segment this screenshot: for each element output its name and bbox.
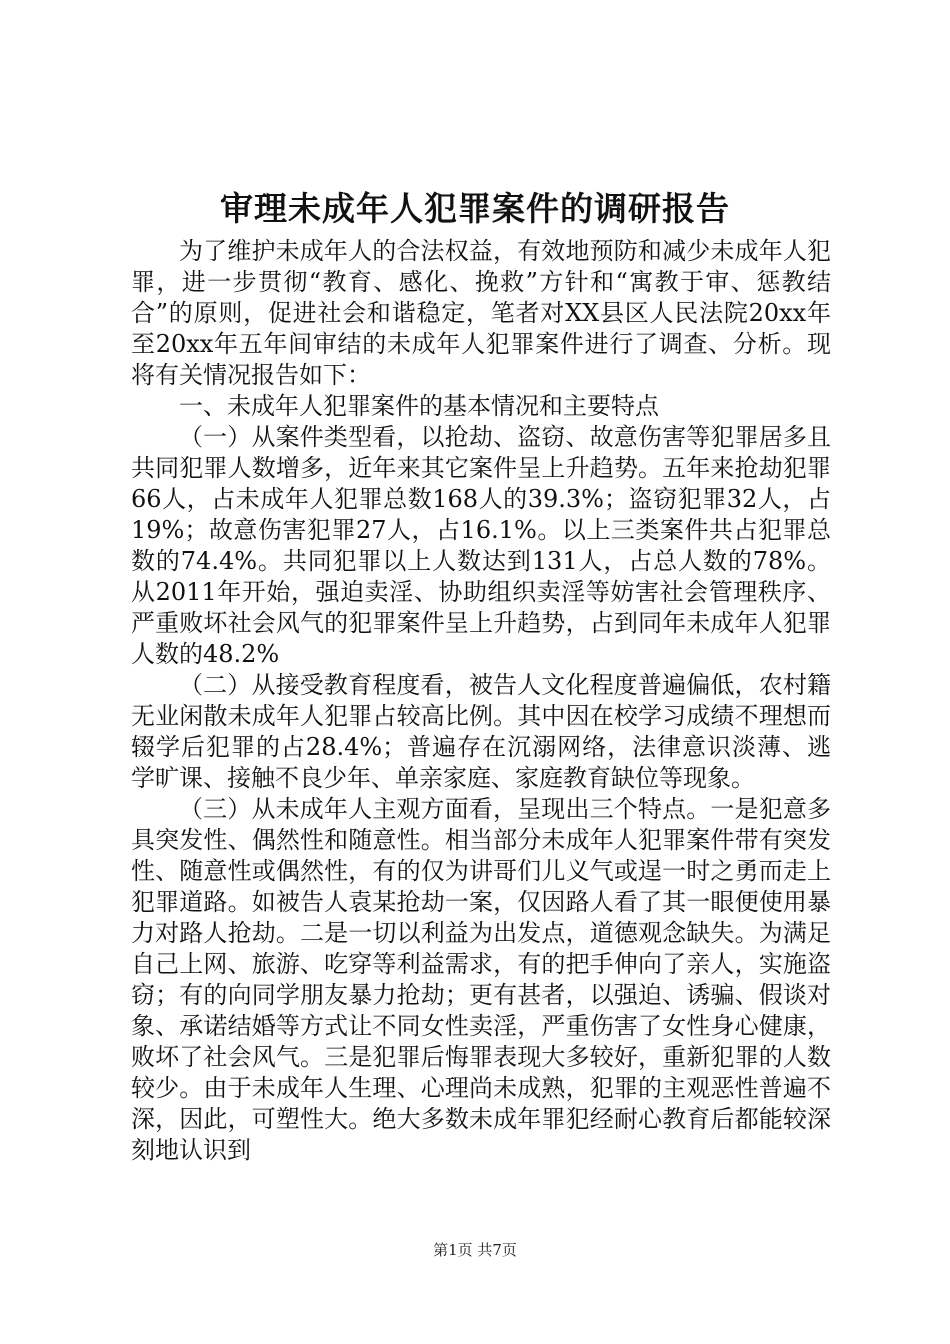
intro-paragraph: 为了维护未成年人的合法权益，有效地预防和减少未成年人犯罪，进一步贯彻“教育、感化、挽救”方针和“寓教于审、惩教结合”的原则，促进社会和谐稳定，笔者对XX县区人民法院20xx年至20xx年五年间审结的未成年人犯罪案件进行了调查、分析。现将有关情况报告如下： xyxy=(131,237,831,389)
document-body xyxy=(131,236,831,1166)
body-paragraph: （一）从案件类型看，以抢劫、盗窃、故意伤害等犯罪居多且共同犯罪人数增多，近年来其它案件呈上升趋势。五年来抢劫犯罪66人，占未成年人犯罪总数168人的39.3%；盗窃犯罪32人，占19%；故意伤害犯罪27人，占16.1%。以上三类案件共占犯罪总数的74.4%。共同犯罪以上人数达到131人，占总人数的78%。从2011年开始，强迫卖淫、协助组织卖淫等妨害社会管理秩序、严重败坏社会风气的犯罪案件呈上升趋势，占到同年未成年人犯罪人数的48.2% xyxy=(131,423,831,668)
page-footer: 第1页 共7页 xyxy=(433,1241,517,1259)
body-paragraph: （三）从未成年人主观方面看，呈现出三个特点。一是犯意多具突发性、偶然性和随意性。相当部分未成年人犯罪案件带有突发性、随意性或偶然性，有的仅为讲哥们儿义气或逞一时之勇而走上犯罪道路。如被告人袁某抢劫一案，仅因路人看了其一眼便使用暴力对路人抢劫。二是一切以利益为出发点，道德观念缺失。为满足自己上网、旅游、吃穿等利益需求，有的把手伸向了亲人，实施盗窃；有的向同学朋友暴力抢劫；更有甚者，以强迫、诱骗、假谈对象、承诺结婚等方式让不同女性卖淫，严重伤害了女性身心健康，败坏了社会风气。三是犯罪后悔罪表现大多较好，重新犯罪的人数较少。由于未成年人生理、心理尚未成熟，犯罪的主观恶性普遍不深，因此，可塑性大。绝大多数未成年罪犯经耐心教育后都能较深刻地认识到 xyxy=(131,795,831,1164)
document-title: 审理未成年人犯罪案件的调研报告 xyxy=(220,189,730,228)
body-paragraph: （二）从接受教育程度看，被告人文化程度普遍偏低，农村籍无业闲散未成年人犯罪占较高比例。其中因在校学习成绩不理想而辍学后犯罪的占28.4%；普遍存在沉溺网络，法律意识淡薄、逃学旷课、接触不良少年、单亲家庭、家庭教育缺位等现象。 xyxy=(131,671,831,792)
section-heading: 一、未成年人犯罪案件的基本情况和主要特点 xyxy=(179,392,659,420)
